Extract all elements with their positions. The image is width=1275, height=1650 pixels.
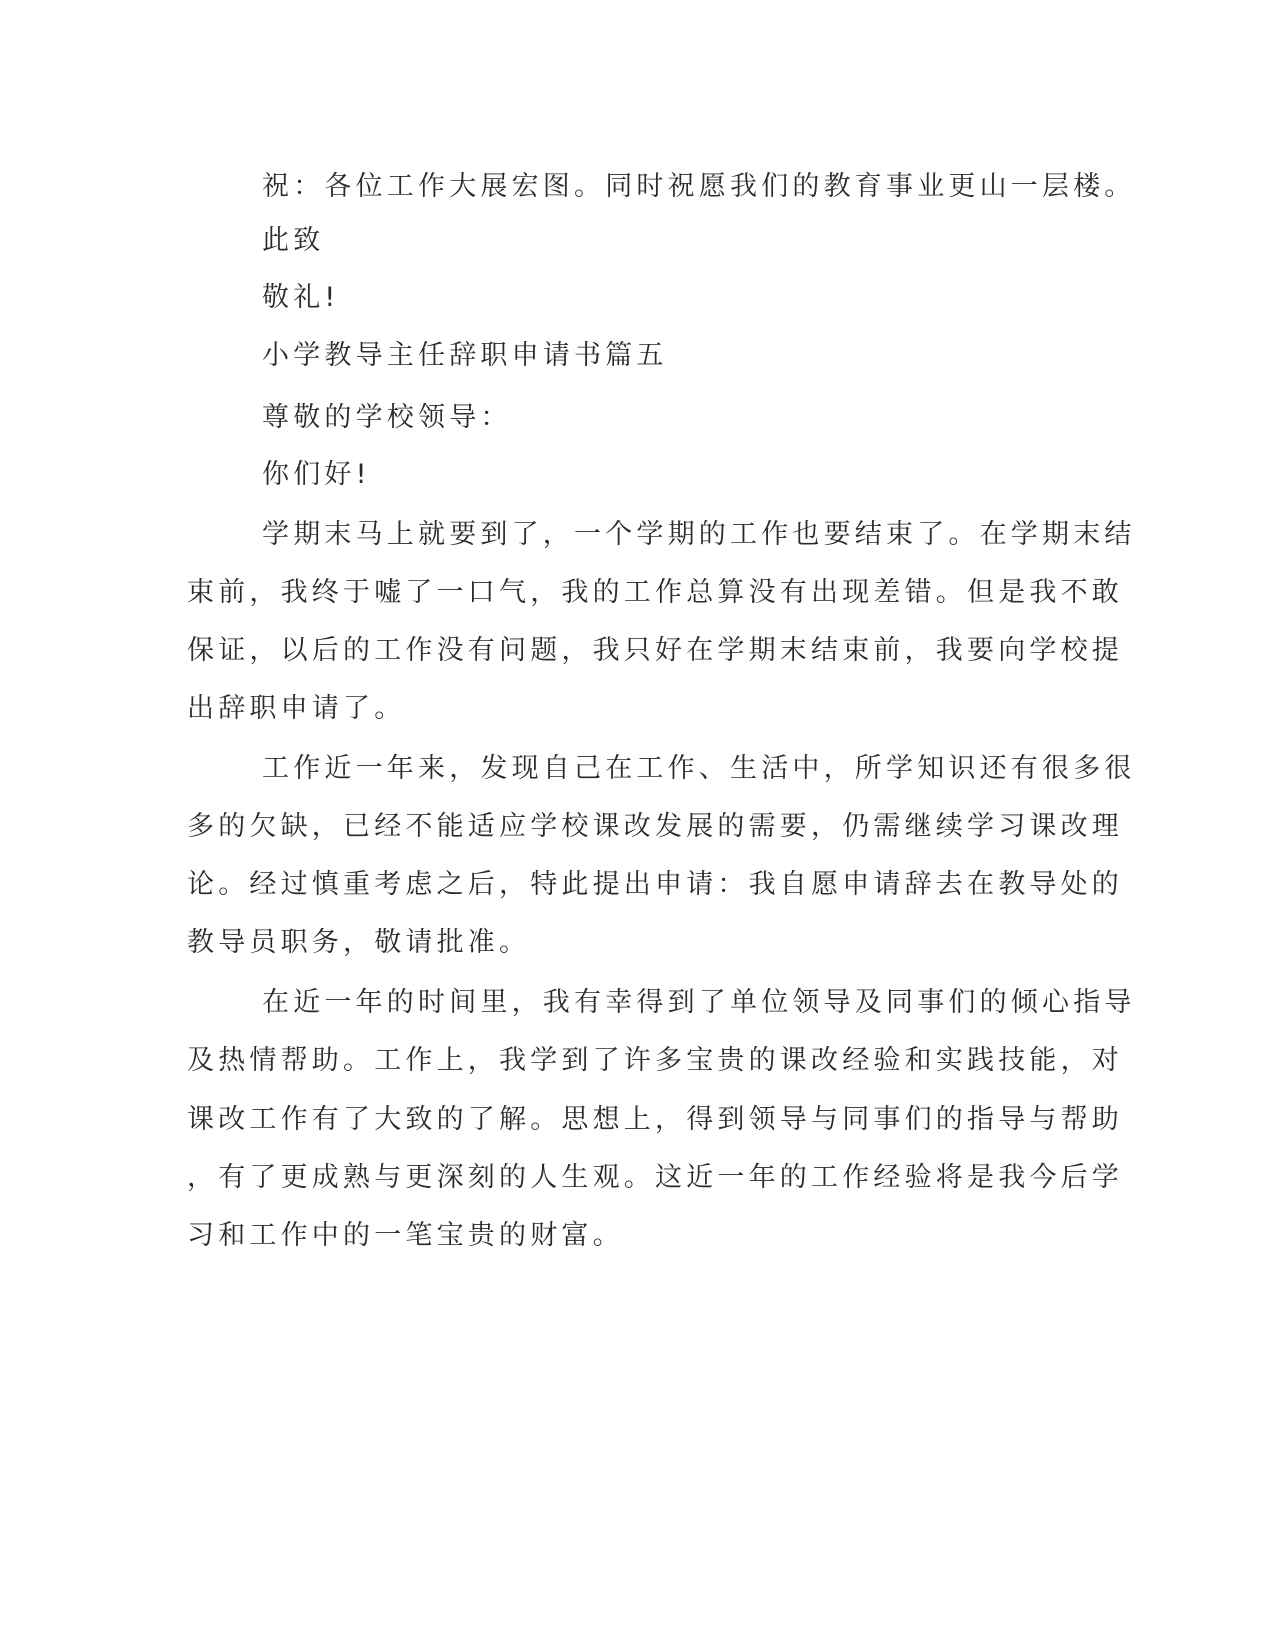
- paragraph-3-line-2: 及热情帮助。工作上，我学到了许多宝贵的课改经验和实践技能，对: [187, 1045, 1123, 1076]
- paragraph-3-line-5: 习和工作中的一笔宝贵的财富。: [187, 1220, 624, 1251]
- salutation-cizhi: 此致: [262, 225, 325, 256]
- salutation-jingli: 敬礼!: [262, 282, 340, 313]
- paragraph-2-line-1: 工作近一年来，发现自己在工作、生活中，所学知识还有很多很: [262, 753, 1136, 784]
- section-heading: 小学教导主任辞职申请书篇五: [262, 340, 668, 371]
- paragraph-1-line-4: 出辞职申请了。: [187, 693, 406, 724]
- paragraph-2-line-3: 论。经过慎重考虑之后，特此提出申请：我自愿申请辞去在教导处的: [187, 869, 1123, 900]
- closing-wish-line: 祝：各位工作大展宏图。同时祝愿我们的教育事业更山一层楼。: [262, 171, 1136, 202]
- paragraph-3-line-4: ，有了更成熟与更深刻的人生观。这近一年的工作经验将是我今后学: [187, 1162, 1123, 1193]
- paragraph-3-line-1: 在近一年的时间里，我有幸得到了单位领导及同事们的倾心指导: [262, 987, 1136, 1018]
- letter-addressee: 尊敬的学校领导：: [262, 402, 512, 433]
- paragraph-1-line-1: 学期末马上就要到了，一个学期的工作也要结束了。在学期末结: [262, 519, 1136, 550]
- letter-greeting: 你们好!: [262, 459, 371, 490]
- paragraph-3-line-3: 课改工作有了大致的了解。思想上，得到领导与同事们的指导与帮助: [187, 1104, 1123, 1135]
- paragraph-1-line-2: 束前，我终于嘘了一口气，我的工作总算没有出现差错。但是我不敢: [187, 577, 1123, 608]
- paragraph-2-line-4: 教导员职务，敬请批准。: [187, 927, 531, 958]
- paragraph-1-line-3: 保证，以后的工作没有问题，我只好在学期末结束前，我要向学校提: [187, 635, 1123, 666]
- paragraph-2-line-2: 多的欠缺，已经不能适应学校课改发展的需要，仍需继续学习课改理: [187, 811, 1123, 842]
